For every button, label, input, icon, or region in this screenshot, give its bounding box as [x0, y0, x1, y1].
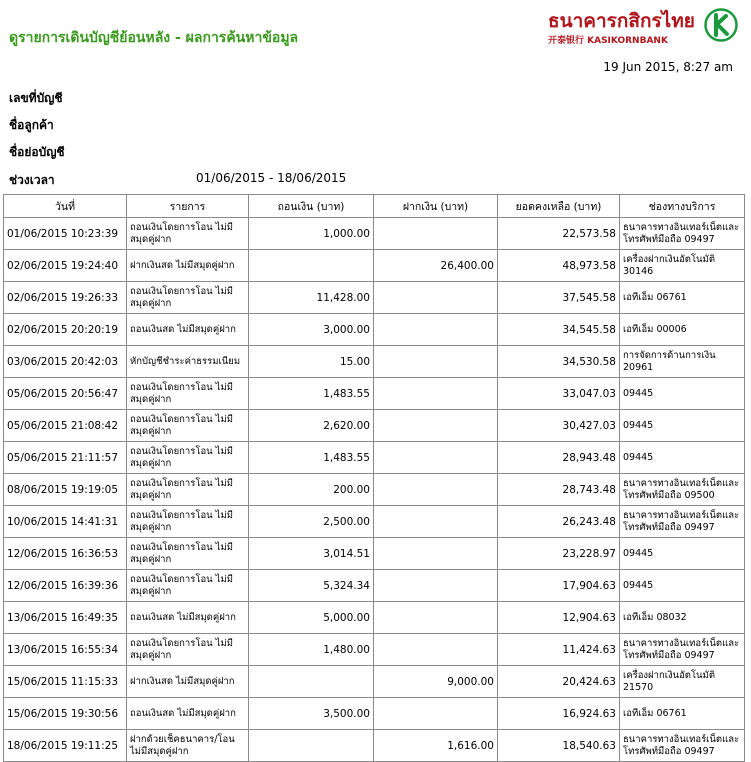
cell-deposit [374, 570, 498, 602]
cell-deposit [374, 346, 498, 378]
cell-deposit [374, 698, 498, 730]
bank-name-thai: ธนาคารกสิกรไทย [548, 10, 695, 32]
cell-balance: 22,573.58 [498, 218, 620, 250]
cell-channel: 09445 [620, 538, 745, 570]
cell-balance: 48,973.58 [498, 250, 620, 282]
cell-date: 02/06/2015 19:26:33 [4, 282, 127, 314]
cell-description: ถอนเงินสด ไม่มีสมุดคู่ฝาก [127, 698, 249, 730]
cell-withdrawal: 1,483.55 [249, 378, 374, 410]
kbank-leaf-icon [704, 8, 738, 42]
cell-date: 05/06/2015 21:11:57 [4, 442, 127, 474]
customer-name-label: ชื่อลูกค้า [9, 118, 54, 132]
cell-channel: การจัดการด้านการเงิน 20961 [620, 346, 745, 378]
cell-deposit [374, 634, 498, 666]
table-row [4, 346, 745, 378]
cell-withdrawal: 1,483.55 [249, 442, 374, 474]
cell-channel: เครื่องฝากเงินอัตโนมัติ 21570 [620, 666, 745, 698]
table-row [4, 506, 745, 538]
column-header-withdrawal: ถอนเงิน (บาท) [249, 195, 374, 218]
cell-withdrawal: 2,500.00 [249, 506, 374, 538]
cell-withdrawal: 15.00 [249, 346, 374, 378]
cell-withdrawal: 3,014.51 [249, 538, 374, 570]
cell-withdrawal: 11,428.00 [249, 282, 374, 314]
bank-name-english: 开泰银行 KASIKORNBANK [548, 36, 668, 46]
table-row [4, 410, 745, 442]
cell-withdrawal: 2,620.00 [249, 410, 374, 442]
cell-withdrawal: 1,000.00 [249, 218, 374, 250]
cell-date: 15/06/2015 11:15:33 [4, 666, 127, 698]
cell-channel: เอทีเอ็ม 06761 [620, 698, 745, 730]
cell-description: ถอนเงินโดยการโอน ไม่มีสมุดคู่ฝาก [127, 282, 249, 314]
cell-description: ถอนเงินโดยการโอน ไม่มีสมุดคู่ฝาก [127, 378, 249, 410]
cell-balance: 28,743.48 [498, 474, 620, 506]
cell-deposit [374, 378, 498, 410]
column-header-balance: ยอดคงเหลือ (บาท) [498, 195, 620, 218]
column-header-date: วันที่ [4, 195, 127, 218]
table-header-row [4, 195, 745, 218]
cell-description: ถอนเงินสด ไม่มีสมุดคู่ฝาก [127, 602, 249, 634]
cell-deposit: 1,616.00 [374, 730, 498, 762]
cell-date: 13/06/2015 16:49:35 [4, 602, 127, 634]
cell-date: 12/06/2015 16:39:36 [4, 570, 127, 602]
cell-deposit [374, 314, 498, 346]
kasikornbank-logo [548, 6, 738, 50]
cell-channel: เอทีเอ็ม 00006 [620, 314, 745, 346]
cell-description: ถอนเงินโดยการโอน ไม่มีสมุดคู่ฝาก [127, 538, 249, 570]
cell-balance: 23,228.97 [498, 538, 620, 570]
cell-channel: ธนาคารทางอินเทอร์เน็ตและโทรศัพท์มือถือ 09497 [620, 218, 745, 250]
cell-withdrawal: 3,500.00 [249, 698, 374, 730]
cell-description: ถอนเงินสด ไม่มีสมุดคู่ฝาก [127, 314, 249, 346]
cell-channel: 09445 [620, 442, 745, 474]
cell-channel: 09445 [620, 570, 745, 602]
cell-withdrawal: 200.00 [249, 474, 374, 506]
cell-description: ถอนเงินโดยการโอน ไม่มีสมุดคู่ฝาก [127, 570, 249, 602]
cell-date: 03/06/2015 20:42:03 [4, 346, 127, 378]
table-row [4, 250, 745, 282]
table-row [4, 314, 745, 346]
cell-deposit [374, 442, 498, 474]
cell-date: 10/06/2015 14:41:31 [4, 506, 127, 538]
table-row [4, 474, 745, 506]
table-row [4, 730, 745, 762]
cell-balance: 26,243.48 [498, 506, 620, 538]
table-row [4, 634, 745, 666]
report-timestamp: 19 Jun 2015, 8:27 am [603, 60, 733, 74]
cell-date: 08/06/2015 19:19:05 [4, 474, 127, 506]
cell-channel: เครื่องฝากเงินอัตโนมัติ 30146 [620, 250, 745, 282]
cell-description: ถอนเงินโดยการโอน ไม่มีสมุดคู่ฝาก [127, 634, 249, 666]
cell-date: 05/06/2015 20:56:47 [4, 378, 127, 410]
cell-date: 12/06/2015 16:36:53 [4, 538, 127, 570]
cell-date: 05/06/2015 21:08:42 [4, 410, 127, 442]
cell-channel: ธนาคารทางอินเทอร์เน็ตและโทรศัพท์มือถือ 09497 [620, 506, 745, 538]
cell-date: 01/06/2015 10:23:39 [4, 218, 127, 250]
column-header-deposit: ฝากเงิน (บาท) [374, 195, 498, 218]
cell-channel: ธนาคารทางอินเทอร์เน็ตและโทรศัพท์มือถือ 09497 [620, 634, 745, 666]
cell-deposit [374, 602, 498, 634]
account-number-label: เลขที่บัญชี [9, 91, 63, 105]
cell-description: ถอนเงินโดยการโอน ไม่มีสมุดคู่ฝาก [127, 506, 249, 538]
cell-balance: 34,545.58 [498, 314, 620, 346]
cell-date: 18/06/2015 19:11:25 [4, 730, 127, 762]
transaction-table [3, 194, 745, 762]
cell-deposit [374, 282, 498, 314]
cell-balance: 16,924.63 [498, 698, 620, 730]
page-title: ดูรายการเดินบัญชีย้อนหลัง - ผลการค้นหาข้อมูล [9, 30, 299, 46]
cell-withdrawal [249, 250, 374, 282]
cell-balance: 30,427.03 [498, 410, 620, 442]
cell-balance: 18,540.63 [498, 730, 620, 762]
table-row [4, 602, 745, 634]
cell-description: หักบัญชีชำระค่าธรรมเนียม [127, 346, 249, 378]
cell-description: ฝากเงินสด ไม่มีสมุดคู่ฝาก [127, 250, 249, 282]
table-row [4, 570, 745, 602]
table-row [4, 218, 745, 250]
cell-withdrawal: 5,324.34 [249, 570, 374, 602]
cell-balance: 28,943.48 [498, 442, 620, 474]
cell-deposit [374, 474, 498, 506]
cell-description: ถอนเงินโดยการโอน ไม่มีสมุดคู่ฝาก [127, 218, 249, 250]
period-value: 01/06/2015 - 18/06/2015 [196, 171, 347, 185]
account-short-name-label: ชื่อย่อบัญชี [9, 145, 65, 159]
column-header-channel: ช่องทางบริการ [620, 195, 745, 218]
table-row [4, 538, 745, 570]
table-row [4, 442, 745, 474]
cell-description: ถอนเงินโดยการโอน ไม่มีสมุดคู่ฝาก [127, 410, 249, 442]
cell-withdrawal [249, 730, 374, 762]
cell-description: ถอนเงินโดยการโอน ไม่มีสมุดคู่ฝาก [127, 442, 249, 474]
cell-balance: 20,424.63 [498, 666, 620, 698]
cell-withdrawal: 1,480.00 [249, 634, 374, 666]
cell-balance: 12,904.63 [498, 602, 620, 634]
cell-balance: 33,047.03 [498, 378, 620, 410]
cell-channel: ธนาคารทางอินเทอร์เน็ตและโทรศัพท์มือถือ 09497 [620, 730, 745, 762]
table-row [4, 378, 745, 410]
cell-balance: 11,424.63 [498, 634, 620, 666]
cell-description: ถอนเงินโดยการโอน ไม่มีสมุดคู่ฝาก [127, 474, 249, 506]
cell-withdrawal [249, 666, 374, 698]
cell-balance: 37,545.58 [498, 282, 620, 314]
cell-date: 02/06/2015 19:24:40 [4, 250, 127, 282]
cell-withdrawal: 5,000.00 [249, 602, 374, 634]
cell-channel: เอทีเอ็ม 06761 [620, 282, 745, 314]
cell-deposit [374, 506, 498, 538]
cell-deposit [374, 218, 498, 250]
cell-channel: ธนาคารทางอินเทอร์เน็ตและโทรศัพท์มือถือ 09500 [620, 474, 745, 506]
cell-date: 13/06/2015 16:55:34 [4, 634, 127, 666]
cell-description: ฝากด้วยเช็คธนาคาร/โอน ไม่มีสมุดคู่ฝาก [127, 730, 249, 762]
cell-deposit: 9,000.00 [374, 666, 498, 698]
cell-withdrawal: 3,000.00 [249, 314, 374, 346]
column-header-description: รายการ [127, 195, 249, 218]
table-row [4, 666, 745, 698]
cell-channel: เอทีเอ็ม 08032 [620, 602, 745, 634]
cell-date: 02/06/2015 20:20:19 [4, 314, 127, 346]
cell-description: ฝากเงินสด ไม่มีสมุดคู่ฝาก [127, 666, 249, 698]
cell-channel: 09445 [620, 378, 745, 410]
cell-channel: 09445 [620, 410, 745, 442]
cell-balance: 17,904.63 [498, 570, 620, 602]
period-label: ช่วงเวลา [9, 173, 55, 187]
cell-date: 15/06/2015 19:30:56 [4, 698, 127, 730]
cell-deposit [374, 410, 498, 442]
cell-balance: 34,530.58 [498, 346, 620, 378]
table-row [4, 282, 745, 314]
cell-deposit: 26,400.00 [374, 250, 498, 282]
cell-deposit [374, 538, 498, 570]
table-row [4, 698, 745, 730]
